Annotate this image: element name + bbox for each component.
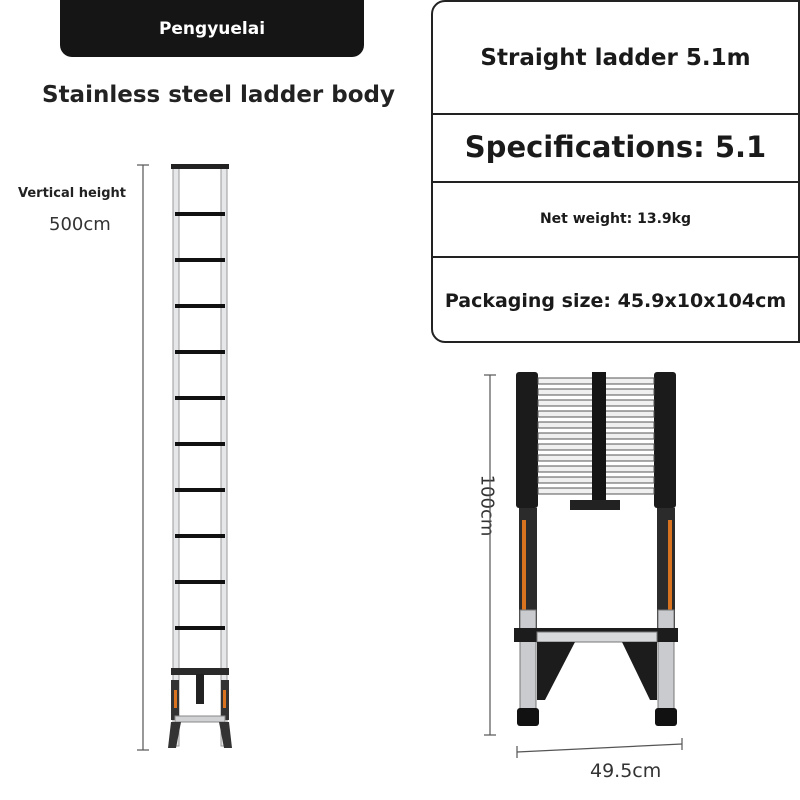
spec-specification: Specifications: 5.1 bbox=[433, 113, 798, 183]
folded-width-value: 49.5cm bbox=[590, 760, 662, 782]
folded-height-dimension-line bbox=[484, 375, 496, 735]
extended-ladder-image bbox=[168, 164, 232, 748]
vertical-height-value: 500cm bbox=[49, 214, 111, 235]
brand-name: Pengyuelai bbox=[158, 18, 266, 39]
spec-net-weight: Net weight: 13.9kg bbox=[433, 181, 798, 258]
folded-ladder-image bbox=[514, 372, 678, 726]
vertical-height-label: Vertical height bbox=[18, 186, 127, 201]
folded-width-dimension-line bbox=[517, 738, 682, 758]
spec-title: Straight ladder 5.1m bbox=[433, 2, 798, 115]
product-subtitle: Stainless steel ladder body bbox=[42, 82, 395, 108]
folded-height-value: 100cm bbox=[476, 474, 498, 537]
vertical-dimension-line bbox=[137, 165, 149, 750]
spec-packaging: Packaging size: 45.9x10x104cm bbox=[444, 289, 787, 312]
